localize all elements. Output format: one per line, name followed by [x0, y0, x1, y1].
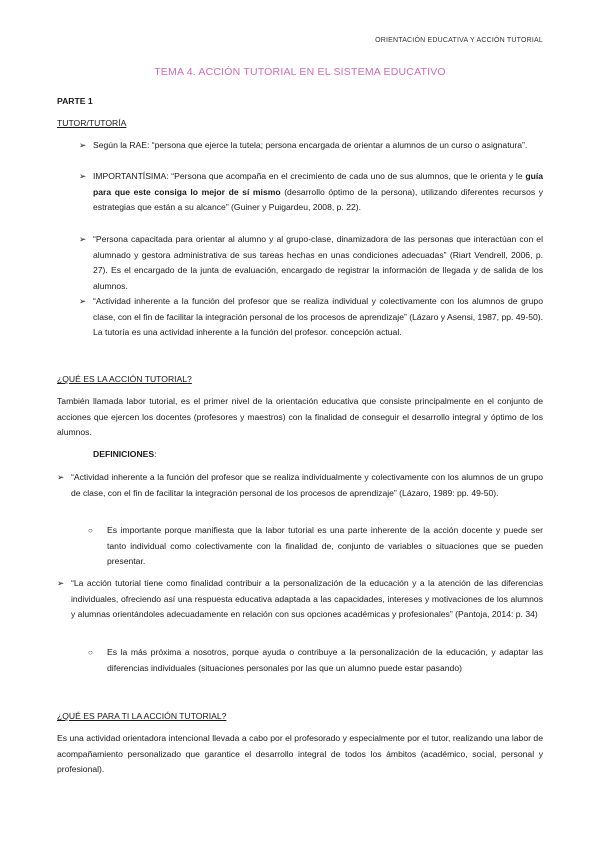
- running-header: ORIENTACIÓN EDUCATIVA Y ACCIÓN TUTORIAL: [375, 37, 543, 44]
- section-label: PARTE 1: [57, 96, 93, 106]
- page-title: TEMA 4. ACCIÓN TUTORIAL EN EL SISTEMA EDUCATIVO: [154, 66, 446, 78]
- para-ti-heading: ¿QUÉ ES PARA TI LA ACCIÓN TUTORIAL?: [57, 711, 227, 721]
- arrow-bullet-icon: ➢: [79, 296, 87, 306]
- definiciones-label: DEFINICIONES: [93, 449, 155, 459]
- circle-bullet-icon: ○: [88, 526, 93, 535]
- arrow-bullet-icon: ➢: [79, 171, 87, 181]
- emphasis-text: guía para que este consiga lo mejor de sí mismo: [93, 171, 543, 197]
- list-item: “Actividad inherente a la función del profesor que se realiza individualmente y colectivamente con los alumnos de un grupo de clase, con el fin de facilitar la integración personal de los procesos de aprendizaje” (Lázaro, 1989: pp. 49-50).: [71, 472, 543, 498]
- definiciones-colon: :: [154, 449, 157, 459]
- list-item: “Persona capacitada para orientar al alumno y al grupo-clase, dinamizadora de las personas que interactúan con el alumnado y gestora administrativa de sus tareas hechas en unas condiciones adecuadas” (Riart Vendrell, 2006, p. 27). Es el encargado de la junta de evaluación, encargado de registrar la información de llegada y de salida de los alumnos.: [93, 234, 543, 291]
- que-es-heading: ¿QUÉ ES LA ACCIÓN TUTORIAL?: [57, 374, 192, 384]
- list-item: [93, 169, 543, 216]
- circle-bullet-icon: ○: [88, 648, 93, 657]
- definiciones-heading: [93, 447, 157, 463]
- sub-list-item: Es la más próxima a nosotros, porque ayuda o contribuye a la personalización de la educación, y adaptar las diferencias individuales (situaciones personales por las que un alumno puede estar pasando): [107, 647, 543, 673]
- tutor-heading: TUTOR/TUTORÍA: [57, 118, 127, 128]
- list-item: “La acción tutorial tiene como finalidad contribuir a la personalización de la educación y a la atención de las diferencias individuales, ofreciendo así una respuesta educativa adaptada a las capacidades, intereses y motivaciones de los alumnos y alumnas orientándoles adecuadamente en relación con sus opciones académicas y profesionales” (Pantoja, 2014: p. 34): [71, 578, 543, 619]
- list-item: Según la RAE: “persona que ejerce la tutela; persona encargada de orientar a alumnos de un curso o asignatura”.: [93, 140, 528, 150]
- arrow-bullet-icon: ➢: [57, 578, 65, 588]
- paragraph: También llamada labor tutorial, es el primer nivel de la orientación educativa que consiste principalmente en el conjunto de acciones que ejercen los docentes (profesores y maestros) con la finalidad de conseguir el desarrollo integral y óptimo de los alumnos.: [57, 396, 543, 437]
- list-item-text: IMPORTANTÍSIMA: “Persona que acompaña en el crecimiento de cada uno de sus alumnos, que le orienta y le: [93, 171, 526, 181]
- arrow-bullet-icon: ➢: [79, 234, 87, 244]
- arrow-bullet-icon: ➢: [79, 140, 87, 150]
- paragraph: Es una actividad orientadora intencional llevada a cabo por el profesorado y especialmente por el tutor, realizando una labor de acompañamiento personalizado que garantice el desarrollo integral de todos los ámbitos (académico, social, personal y profesional).: [57, 733, 543, 774]
- arrow-bullet-icon: ➢: [57, 472, 65, 482]
- sub-list-item: Es importante porque manifiesta que la labor tutorial es una parte inherente de la acción docente y puede ser tanto individual como colectivamente con la finalidad de, conjunto de variables o situaciones que se pueden presentar.: [107, 525, 543, 566]
- list-item-text: (desarrollo óptimo de la persona), utilizando diferentes recursos y estrategias que están a su alcance” (Guiner y Puigardeu, 2008, p. 22).: [93, 186, 544, 212]
- list-item: “Actividad inherente a la función del profesor que se realiza individual y colectivamente con los alumnos de grupo clase, con el fin de facilitar la integración personal de los procesos de aprendizaje” (Lázaro y Asensi, 1987, pp. 49-50). La tutoría es una actividad inherente a la función del profesor. concepción actual.: [93, 296, 544, 337]
